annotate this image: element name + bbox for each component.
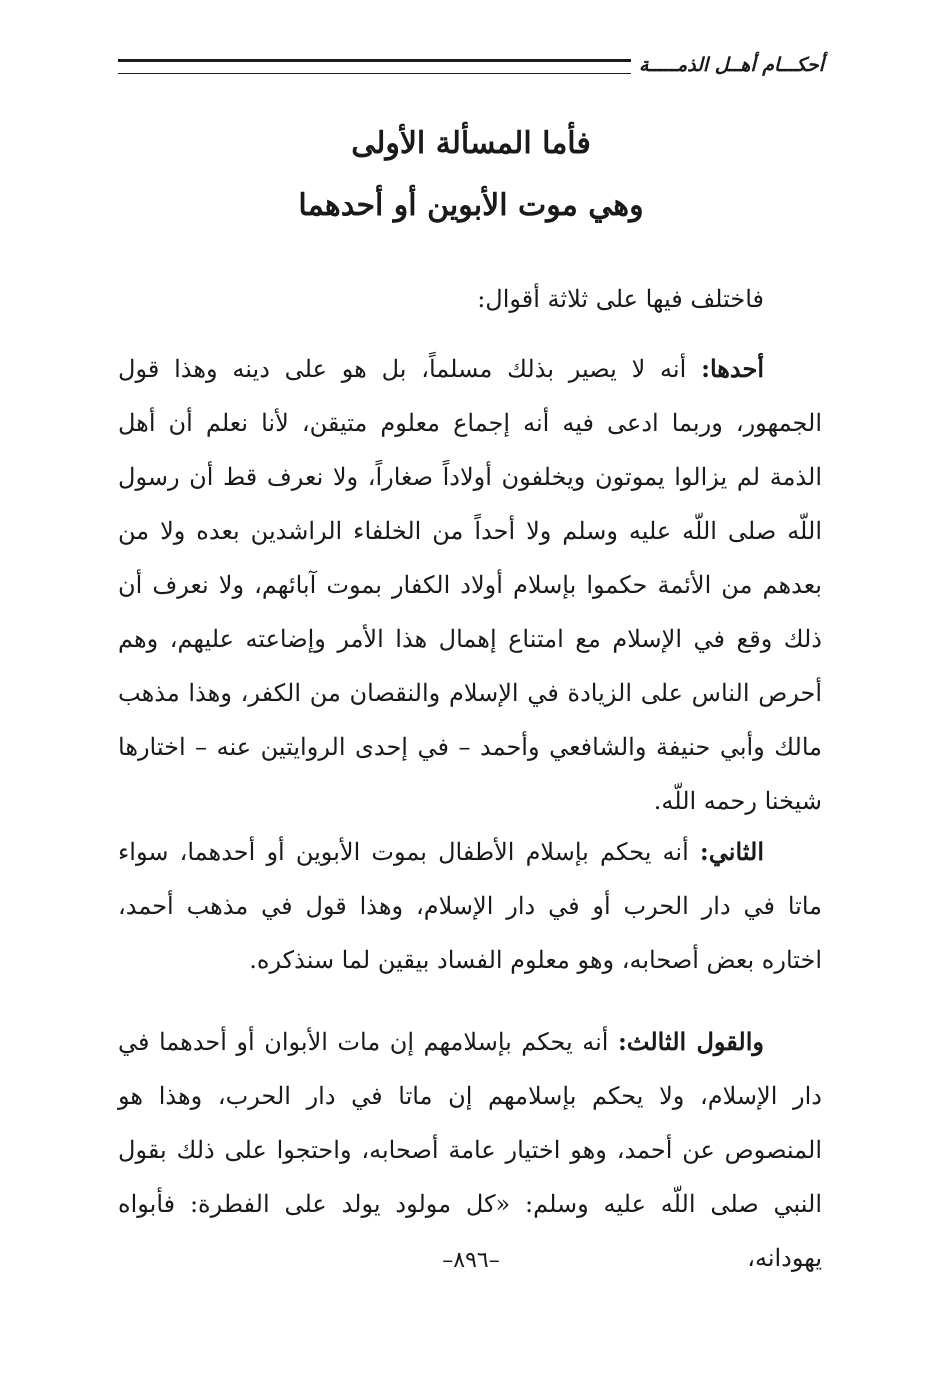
paragraph-body: أنه يحكم بإسلامهم إن مات الأبوان أو أحدهما في دار الإسلام، ولا يحكم بإسلامهم إن ماتا في دار الحرب، وهذا هو المنصوص عن أحمد، وهو اختيار عامة أصحابه، واحتجوا على ذلك بقول النبي صلى اللّه عليه وسلم: «كل مولود يولد على الفطرة: فأبواه يهودانه،	[118, 1028, 822, 1272]
section-heading-line-1: فأما المسألة الأولى	[351, 126, 591, 161]
paragraph-third-opinion	[118, 1015, 822, 1285]
paragraph-first-opinion	[118, 342, 822, 828]
paragraph-lead: أحدها:	[701, 354, 765, 383]
paragraph-body: أنه لا يصير بذلك مسلماً، بل هو على دينه وهذا قول الجمهور، وربما ادعى فيه أنه إجماع معلوم متيقن، لأنا نعلم أن أهل الذمة لم يزالوا يموتون ويخلفون أولاداً صغاراً، ولا نعرف قط أن رسول اللّه صلى اللّه عليه وسلم ولا أحداً من الخلفاء الراشدين بعده ولا من بعدهم من الأئمة حكموا بإسلام أولاد الكفار بموت آبائهم، ولا نعرف أن ذلك وقع في الإسلام مع امتناع إهمال هذا الأمر وإضاعته عليهم، وهم أحرص الناس على الزيادة في الإسلام والنقصان من الكفر، وهذا مذهب مالك وأبي حنيفة والشافعي وأحمد – في إحدى الروايتين عنه – اختارها شيخنا رحمه اللّه.	[118, 355, 822, 815]
section-heading-line-2: وهي موت الأبوين أو أحدهما	[298, 188, 644, 223]
intro-sentence: فاختلف فيها على ثلاثة أقوال:	[477, 285, 764, 313]
paragraph-body: أنه يحكم بإسلام الأطفال بموت الأبوين أو أحدهما، سواء ماتا في دار الحرب أو في دار الإسلام، وهذا قول في مذهب أحمد، اختاره بعض أصحابه، وهو معلوم الفساد بيقين لما سنذكره.	[118, 838, 822, 974]
running-header	[118, 50, 824, 80]
running-header-title: أحكـــام أهــل الذمـــــة	[638, 54, 824, 76]
paragraph-lead: الثاني:	[699, 837, 764, 866]
paragraph-lead: والقول الثالث:	[617, 1027, 764, 1056]
page-number: –٨٩٦–	[442, 1248, 500, 1273]
paragraph-second-opinion	[118, 825, 822, 987]
header-double-rule	[118, 59, 631, 74]
